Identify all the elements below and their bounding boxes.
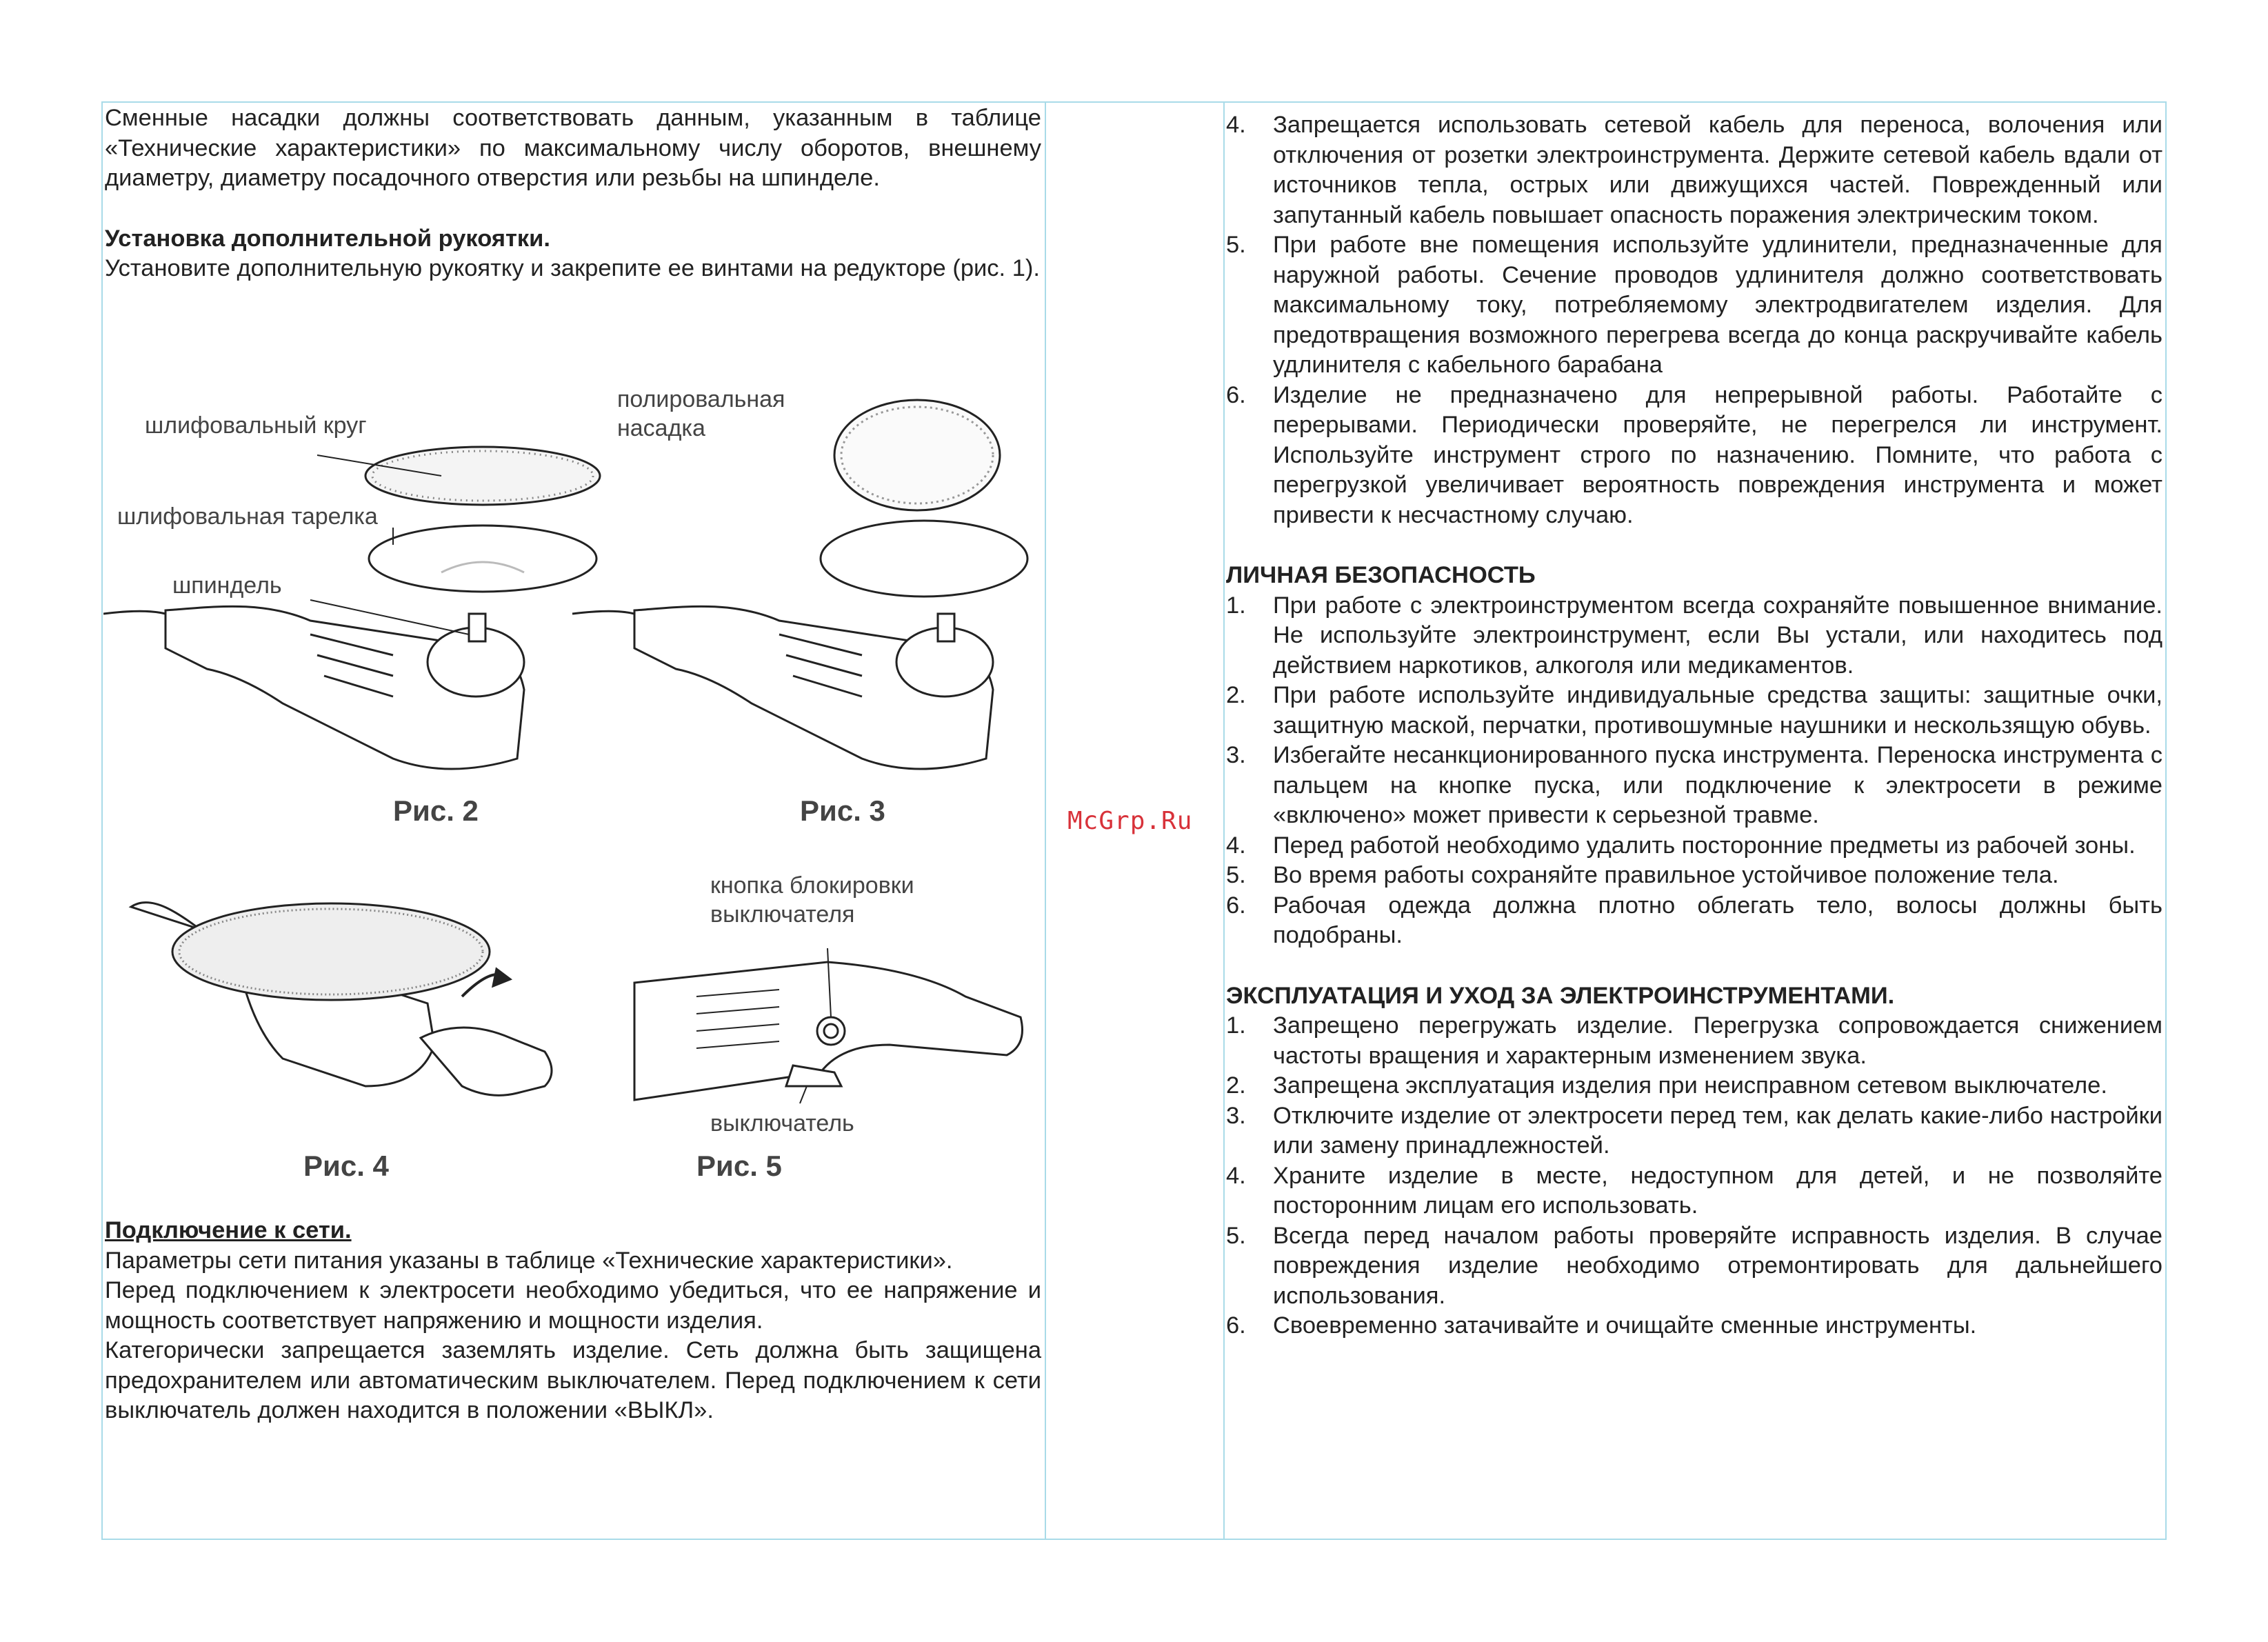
list-item: 1. Запрещено перегружать изделие. Перегрузка сопровождается снижением частоты вращения и характерным изменением звука. bbox=[1226, 1012, 2162, 1069]
fig5-illustration bbox=[634, 948, 1023, 1103]
polishing-pad-shape bbox=[834, 400, 1000, 510]
list-item: 5. При работе вне помещения используйте удлинители, предназначенные для наружной работы. Сечение проводов удлинителя должно соответствовать максимальному току, потребляемому электродвигателем изделия. Для предотвращения возможного перегрева всегда до конца раскручивайте кабель удлинителя с кабельного барабана bbox=[1226, 232, 2162, 378]
power-heading: Подключение к сети. bbox=[105, 1217, 352, 1243]
fig4-illustration bbox=[131, 903, 552, 1096]
column-divider-right bbox=[1223, 101, 1225, 1540]
list-item: 3. Избегайте несанкционированного пуска инструмента. Переноска инструмента с пальцем на кнопке пуска, или подключение к электросети в режиме «включено» может привести к серьезной травме. bbox=[1226, 742, 2162, 828]
left-column bbox=[105, 103, 1041, 284]
personal-safety-list bbox=[1226, 591, 2162, 951]
fig4-disc-shape bbox=[172, 903, 490, 1000]
power-paragraph-3: Категорически запрещается заземлять изделие. Сеть должна быть защищена предохранителем или автоматическим выключателем. Перед подключением к сети выключатель должен находится в положении «ВЫКЛ». bbox=[105, 1337, 1041, 1423]
power-paragraph-1: Параметры сети питания указаны в таблице «Технические характеристики». bbox=[105, 1247, 953, 1274]
power-section bbox=[105, 1216, 1041, 1426]
list-item: 2. При работе используйте индивидуальные средства защиты: защитные очки, защитную маской, перчатки, противошумные наушники и нескользящую обувь. bbox=[1226, 682, 2162, 739]
list-item: 6. Своевременно затачивайте и очищайте сменные инструменты. bbox=[1226, 1312, 1977, 1339]
list-item: 1. При работе с электроинструментом всегда сохраняйте повышенное внимание. Не используйте электроинструмент, если Вы устали, или находитесь под действием наркотиков, алкоголя или медикаментов. bbox=[1226, 592, 2162, 679]
label-lock-line1: кнопка блокировки bbox=[710, 872, 914, 899]
list-item: 4. Перед работой необходимо удалить посторонние предметы из рабочей зоны. bbox=[1226, 832, 2136, 859]
caption-fig4: Рис. 4 bbox=[303, 1150, 389, 1182]
right-column bbox=[1226, 110, 2162, 1341]
intro-paragraph: Сменные насадки должны соответствовать данным, указанным в таблице «Технические характеристики» по максимальному числу оборотов, внешнему диаметру, диаметру посадочного отверстия или резьбы на шпинделе. bbox=[105, 105, 1041, 191]
figures-2-3 bbox=[103, 372, 1041, 855]
handle-paragraph: Установите дополнительную рукоятку и закрепите ее винтами на редукторе (рис. 1). bbox=[105, 255, 1040, 281]
list-item: 3. Отключите изделие от электросети перед тем, как делать какие-либо настройки или замену принадлежностей. bbox=[1226, 1102, 2162, 1159]
fig2-illustration bbox=[103, 447, 600, 769]
personal-safety-heading: ЛИЧНАЯ БЕЗОПАСНОСТЬ bbox=[1226, 562, 1536, 588]
fig3-illustration bbox=[572, 400, 1027, 769]
list-item: 6. Изделие не предназначено для непрерывной работы. Работайте с перерывами. Периодически проверяйте, не перегрелся ли инструмент. Используйте инструмент строго по назначению. Помните, что работа с перегрузкой увеличивает вероятность повреждения инструмента и может привести к несчастному случаю. bbox=[1226, 381, 2162, 528]
label-polishing-line2: насадка bbox=[617, 415, 705, 441]
cable-list bbox=[1226, 110, 2162, 530]
caption-fig3: Рис. 3 bbox=[800, 794, 885, 827]
watermark: McGrp.Ru bbox=[1067, 807, 1193, 835]
list-item: 6. Рабочая одежда должна плотно облегать тело, волосы должны быть подобраны. bbox=[1226, 892, 2162, 948]
sanding-disc-shape bbox=[365, 447, 600, 505]
caption-fig5: Рис. 5 bbox=[696, 1150, 782, 1182]
operation-heading: ЭКСПЛУАТАЦИЯ И УХОД ЗА ЭЛЕКТРОИНСТРУМЕНТАМИ. bbox=[1226, 982, 1895, 1009]
list-item: 2. Запрещена эксплуатация изделия при неисправном сетевом выключателе. bbox=[1226, 1072, 2107, 1099]
label-backing-pad: шлифовальная тарелка bbox=[117, 503, 378, 530]
list-item: 4. Храните изделие в месте, недоступном для детей, и не позволяйте посторонним лицам его использовать. bbox=[1226, 1162, 2162, 1219]
spindle-shape bbox=[469, 614, 485, 641]
column-divider-left bbox=[1045, 101, 1046, 1540]
list-item: 5. Во время работы сохраняйте правильное устойчивое положение тела. bbox=[1226, 862, 2059, 888]
label-polishing-line1: полировальная bbox=[617, 386, 785, 412]
switch-shape bbox=[786, 1065, 841, 1086]
power-paragraph-2: Перед подключением к электросети необходимо убедиться, что ее напряжение и мощность соответствует напряжению и мощности изделия. bbox=[105, 1277, 1041, 1334]
operation-list bbox=[1226, 1011, 2162, 1341]
figures-4-5 bbox=[103, 865, 1041, 1197]
label-lock-line2: выключателя bbox=[710, 901, 855, 928]
backing-pad-shape bbox=[369, 525, 596, 592]
caption-fig2: Рис. 2 bbox=[393, 794, 479, 827]
label-switch: выключатель bbox=[710, 1110, 854, 1137]
label-sanding-disc: шлифовальный круг bbox=[145, 412, 367, 439]
list-item: 5. Всегда перед началом работы проверяйте исправность изделия. В случае повреждения изделие необходимо отремонтировать для дальнейшего использования. bbox=[1226, 1222, 2162, 1309]
list-item: 4. Запрещается использовать сетевой кабель для переноса, волочения или отключения от розетки электроинструмента. Держите сетевой кабель вдали от источников тепла, острых или движущихся частей. Поврежденный или запутанный кабель повышает опасность поражения электрическим током. bbox=[1226, 112, 2162, 228]
handle-heading: Установка дополнительной рукоятки. bbox=[105, 225, 550, 252]
label-spindle: шпиндель bbox=[172, 572, 282, 599]
